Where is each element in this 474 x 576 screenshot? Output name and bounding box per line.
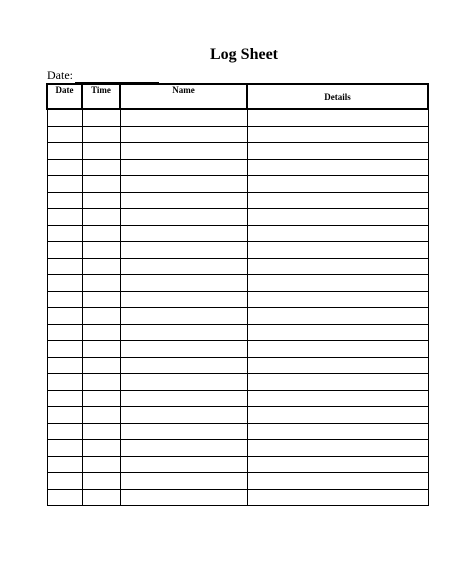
cell-details (247, 109, 428, 126)
cell-time (82, 192, 120, 209)
cell-details (247, 374, 428, 391)
cell-name (120, 126, 247, 143)
cell-name (120, 489, 247, 506)
cell-date (47, 258, 82, 275)
cell-date (47, 456, 82, 473)
table-row (47, 407, 428, 424)
header-details: Details (247, 84, 428, 109)
cell-date (47, 225, 82, 242)
cell-time (82, 374, 120, 391)
cell-date (47, 374, 82, 391)
date-field (47, 68, 159, 83)
cell-date (47, 242, 82, 259)
cell-details (247, 209, 428, 226)
cell-name (120, 324, 247, 341)
table-row (47, 192, 428, 209)
cell-time (82, 291, 120, 308)
cell-date (47, 407, 82, 424)
cell-details (247, 341, 428, 358)
cell-date (47, 126, 82, 143)
cell-time (82, 473, 120, 490)
table-row (47, 390, 428, 407)
table-row (47, 440, 428, 457)
cell-details (247, 275, 428, 292)
cell-name (120, 242, 247, 259)
cell-name (120, 473, 247, 490)
cell-name (120, 159, 247, 176)
table-row (47, 275, 428, 292)
cell-time (82, 143, 120, 160)
log-table (46, 83, 429, 506)
cell-time (82, 456, 120, 473)
cell-time (82, 176, 120, 193)
table-row (47, 209, 428, 226)
table-row (47, 225, 428, 242)
cell-date (47, 341, 82, 358)
cell-name (120, 357, 247, 374)
cell-details (247, 242, 428, 259)
cell-details (247, 489, 428, 506)
cell-date (47, 440, 82, 457)
table-row (47, 308, 428, 325)
table-row (47, 242, 428, 259)
cell-details (247, 440, 428, 457)
cell-name (120, 440, 247, 457)
cell-time (82, 489, 120, 506)
table-row (47, 258, 428, 275)
cell-date (47, 192, 82, 209)
cell-time (82, 308, 120, 325)
cell-time (82, 242, 120, 259)
cell-time (82, 407, 120, 424)
cell-date (47, 308, 82, 325)
cell-date (47, 390, 82, 407)
cell-name (120, 374, 247, 391)
cell-details (247, 324, 428, 341)
cell-details (247, 126, 428, 143)
cell-name (120, 390, 247, 407)
cell-date (47, 209, 82, 226)
header-date: Date (47, 84, 82, 109)
cell-date (47, 176, 82, 193)
cell-time (82, 159, 120, 176)
cell-date (47, 291, 82, 308)
cell-date (47, 324, 82, 341)
cell-name (120, 341, 247, 358)
table-row (47, 176, 428, 193)
cell-name (120, 209, 247, 226)
header-name: Name (120, 84, 247, 109)
cell-time (82, 324, 120, 341)
cell-name (120, 225, 247, 242)
date-label: Date: (47, 68, 73, 82)
cell-details (247, 159, 428, 176)
cell-details (247, 176, 428, 193)
cell-details (247, 473, 428, 490)
cell-details (247, 143, 428, 160)
cell-name (120, 258, 247, 275)
cell-name (120, 176, 247, 193)
table-row (47, 143, 428, 160)
table-row (47, 357, 428, 374)
cell-date (47, 489, 82, 506)
log-table-body (47, 109, 428, 506)
cell-time (82, 357, 120, 374)
cell-date (47, 423, 82, 440)
cell-name (120, 192, 247, 209)
table-row (47, 456, 428, 473)
cell-name (120, 456, 247, 473)
cell-details (247, 308, 428, 325)
cell-date (47, 143, 82, 160)
cell-time (82, 225, 120, 242)
cell-date (47, 275, 82, 292)
header-time: Time (82, 84, 120, 109)
table-row (47, 341, 428, 358)
cell-details (247, 357, 428, 374)
cell-time (82, 440, 120, 457)
cell-details (247, 258, 428, 275)
table-row (47, 489, 428, 506)
table-row (47, 374, 428, 391)
cell-name (120, 308, 247, 325)
log-table-header-row (47, 84, 428, 109)
cell-date (47, 159, 82, 176)
table-row (47, 126, 428, 143)
cell-name (120, 109, 247, 126)
cell-time (82, 390, 120, 407)
cell-name (120, 291, 247, 308)
cell-details (247, 390, 428, 407)
cell-time (82, 126, 120, 143)
cell-details (247, 423, 428, 440)
cell-details (247, 192, 428, 209)
cell-details (247, 456, 428, 473)
date-blank-line (75, 70, 159, 83)
table-row (47, 291, 428, 308)
cell-time (82, 209, 120, 226)
cell-time (82, 258, 120, 275)
cell-details (247, 291, 428, 308)
table-row (47, 324, 428, 341)
cell-time (82, 275, 120, 292)
table-row (47, 159, 428, 176)
cell-date (47, 109, 82, 126)
table-row (47, 423, 428, 440)
cell-name (120, 423, 247, 440)
table-row (47, 473, 428, 490)
cell-date (47, 473, 82, 490)
cell-name (120, 407, 247, 424)
cell-name (120, 143, 247, 160)
table-row (47, 109, 428, 126)
cell-details (247, 225, 428, 242)
cell-details (247, 407, 428, 424)
cell-time (82, 341, 120, 358)
cell-time (82, 109, 120, 126)
cell-time (82, 423, 120, 440)
cell-date (47, 357, 82, 374)
page-title: Log Sheet (210, 46, 278, 63)
cell-name (120, 275, 247, 292)
